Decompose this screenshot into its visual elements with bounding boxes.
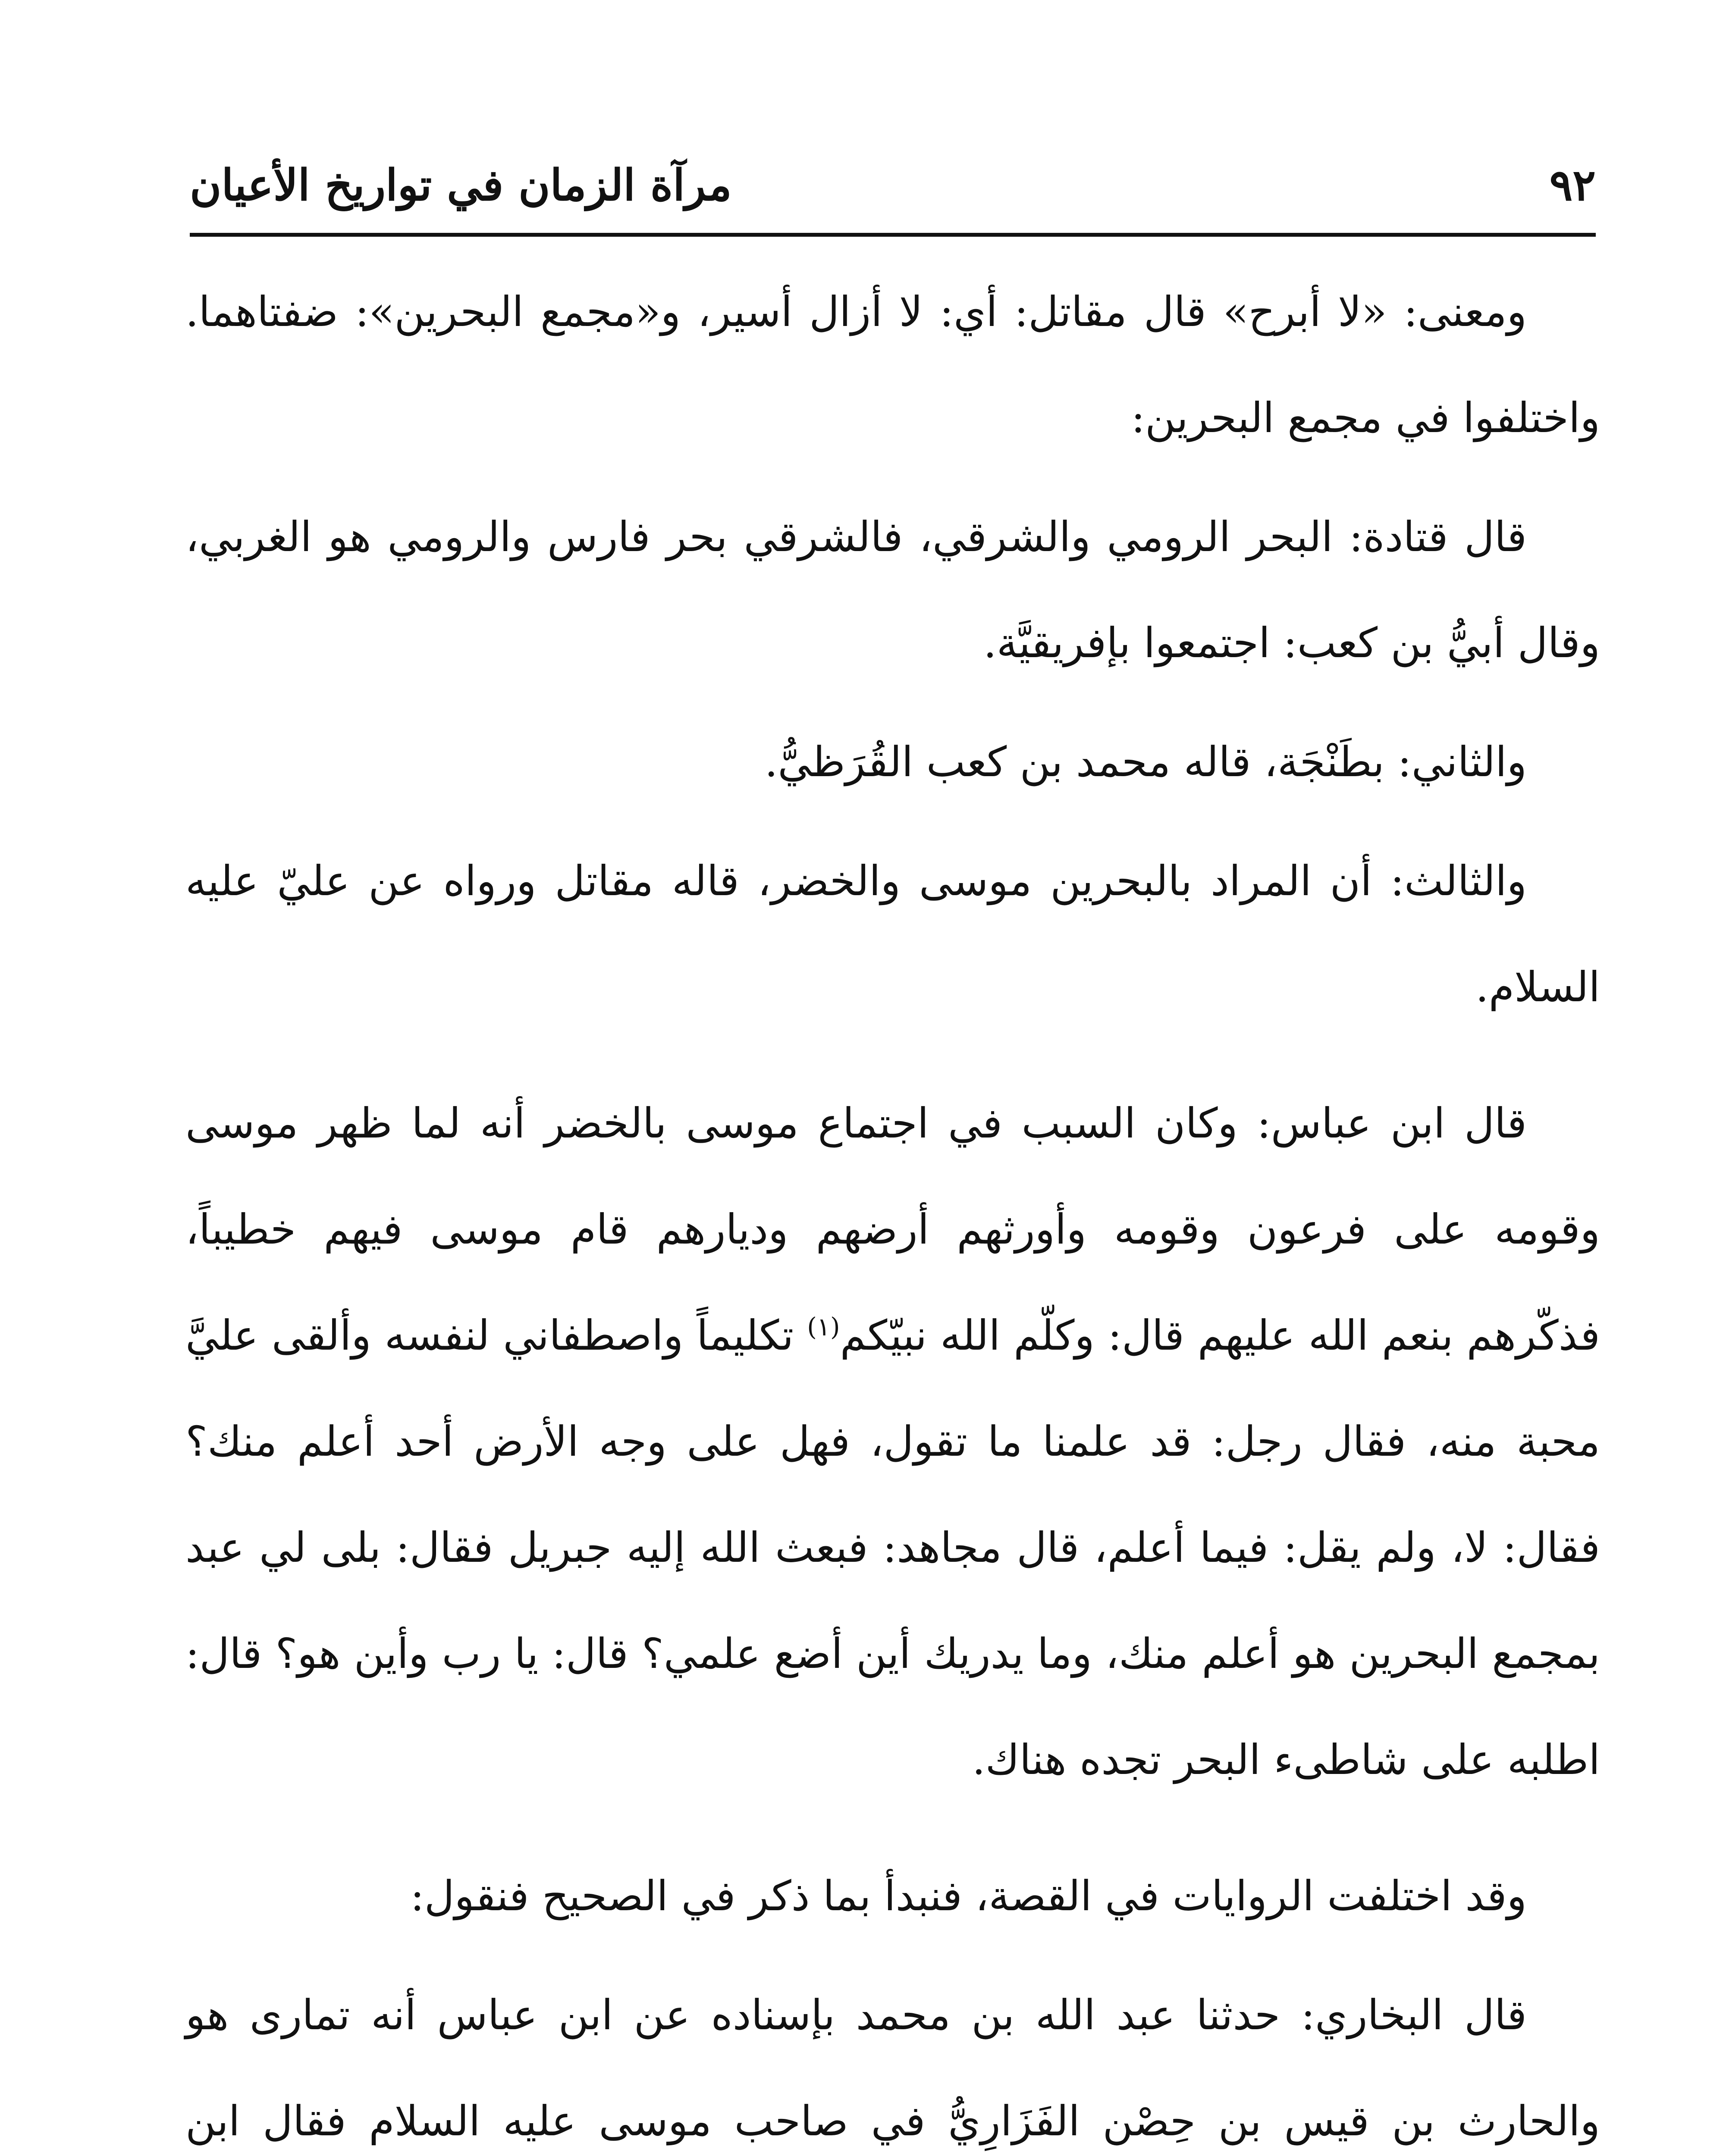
paragraph-qatada: قال قتادة: البحر الرومي والشرقي، فالشرقي بحر فارس والرومي هو الغربي، وقال أبيُّ بن كعب: اجتمعوا بإفريقيَّة. [185,513,1600,667]
paragraph-third: والثالث: أن المراد بالبحرين موسى والخضر، قاله مقاتل ورواه عن عليّ عليه السلام. [185,857,1600,1011]
book-title: مرآة الزمان في تواريخ الأعيان [190,160,732,210]
paragraph-second: والثاني: بطَنْجَة، قاله محمد بن كعب القُرَظيُّ. [764,738,1527,786]
paragraph-meaning: ومعنى: «لا أبرح» قال مقاتل: أي: لا أزال أسير، و«مجمع البحرين»: ضفتاهما. واختلفوا في مجمع البحرين: [185,288,1600,442]
paragraph-ibn-abbas [185,1070,1600,1813]
main-text [185,259,1600,2156]
header-rule [190,233,1596,237]
ibn-abbas-text-part-1: قال ابن عباس: وكان السبب في اجتماع موسى بالخضر أنه لما ظهر موسى وقومه على فرعون وقومه وأورثهم أرضهم وديارهم قام موسى فيهم خطيباً، فذكّرهم بنعم الله عليهم قال: وكلّم الله نبيّكم [185,1099,1601,1360]
ibn-abbas-text-part-2: تكليماً واصطفاني لنفسه وألقى عليَّ محبة منه، فقال رجل: قد علمنا ما تقول، فهل على وجه الأرض أحد أعلم منك؟ فقال: لا، ولم يقل: فيما أعلم، قال مجاهد: فبعث الله إليه جبريل فقال: بلى لي عبد بمجمع البحرين هو أعلم منك، وما يدريك أين أضع علمي؟ قال: يا رب وأين هو؟ قال: اطلبه على شاطىء البحر تجده هناك. [185,1311,1600,1784]
paragraph-bukhari: قال البخاري: حدثنا عبد الله بن محمد بإسناده عن ابن عباس أنه تمارى هو والحارث بن قيس بن حِصْن الفَزَارِيُّ في صاحب موسى عليه السلام فقال ابن [185,1991,1600,2145]
footnote-marker: (١) [807,1312,840,1341]
page-number: ٩٢ [1549,160,1596,210]
page-header [190,129,1596,229]
paragraph-narrations: وقد اختلفت الروايات في القصة، فنبدأ بما ذكر في الصحيح فنقول: [410,1872,1527,1920]
